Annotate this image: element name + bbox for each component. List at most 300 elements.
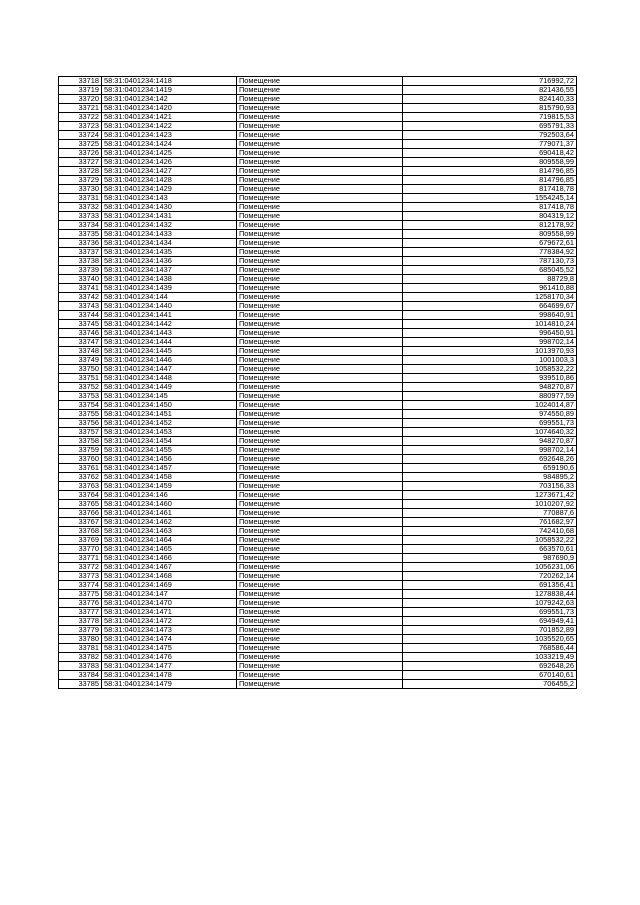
row-number-cell: 33742	[59, 293, 102, 302]
table-row	[59, 626, 577, 635]
row-number-cell: 33724	[59, 131, 102, 140]
object-type-cell: Помещение	[237, 527, 403, 536]
cadastral-value-cell: 761682,97	[403, 518, 577, 527]
cadastral-value-cell: 948270,87	[403, 437, 577, 446]
row-number-cell: 33731	[59, 194, 102, 203]
object-type-cell: Помещение	[237, 590, 403, 599]
row-number-cell: 33774	[59, 581, 102, 590]
cadastral-number-cell: 58:31:0401234:1479	[102, 680, 237, 689]
table-row	[59, 239, 577, 248]
object-type-cell: Помещение	[237, 257, 403, 266]
object-type-cell: Помещение	[237, 653, 403, 662]
cadastral-value-cell: 815790,93	[403, 104, 577, 113]
table-row	[59, 230, 577, 239]
object-type-cell: Помещение	[237, 599, 403, 608]
cadastral-number-cell: 58:31:0401234:1420	[102, 104, 237, 113]
row-number-cell: 33728	[59, 167, 102, 176]
object-type-cell: Помещение	[237, 320, 403, 329]
row-number-cell: 33730	[59, 185, 102, 194]
object-type-cell: Помещение	[237, 401, 403, 410]
object-type-cell: Помещение	[237, 113, 403, 122]
object-type-cell: Помещение	[237, 77, 403, 86]
cadastral-value-cell: 1010207,92	[403, 500, 577, 509]
table-row	[59, 95, 577, 104]
object-type-cell: Помещение	[237, 176, 403, 185]
row-number-cell: 33738	[59, 257, 102, 266]
cadastral-value-cell: 694949,41	[403, 617, 577, 626]
row-number-cell: 33746	[59, 329, 102, 338]
object-type-cell: Помещение	[237, 572, 403, 581]
row-number-cell: 33779	[59, 626, 102, 635]
row-number-cell: 33753	[59, 392, 102, 401]
table-row	[59, 653, 577, 662]
cadastral-value-cell: 1014810,24	[403, 320, 577, 329]
object-type-cell: Помещение	[237, 518, 403, 527]
object-type-cell: Помещение	[237, 536, 403, 545]
object-type-cell: Помещение	[237, 464, 403, 473]
cadastral-value-cell: 974550,89	[403, 410, 577, 419]
cadastral-number-cell: 58:31:0401234:142	[102, 95, 237, 104]
cadastral-number-cell: 58:31:0401234:1438	[102, 275, 237, 284]
cadastral-number-cell: 58:31:0401234:1469	[102, 581, 237, 590]
object-type-cell: Помещение	[237, 383, 403, 392]
object-type-cell: Помещение	[237, 239, 403, 248]
row-number-cell: 33782	[59, 653, 102, 662]
table-row	[59, 248, 577, 257]
table-row	[59, 302, 577, 311]
cadastral-value-cell: 695791,33	[403, 122, 577, 131]
object-type-cell: Помещение	[237, 428, 403, 437]
object-type-cell: Помещение	[237, 491, 403, 500]
object-type-cell: Помещение	[237, 473, 403, 482]
row-number-cell: 33718	[59, 77, 102, 86]
object-type-cell: Помещение	[237, 545, 403, 554]
cadastral-number-cell: 58:31:0401234:1471	[102, 608, 237, 617]
cadastral-value-cell: 1033219,49	[403, 653, 577, 662]
object-type-cell: Помещение	[237, 563, 403, 572]
table-row	[59, 410, 577, 419]
table-row	[59, 104, 577, 113]
table-row	[59, 419, 577, 428]
cadastral-number-cell: 58:31:0401234:1427	[102, 167, 237, 176]
cadastral-number-cell: 58:31:0401234:1445	[102, 347, 237, 356]
object-type-cell: Помещение	[237, 212, 403, 221]
cadastral-number-cell: 58:31:0401234:1458	[102, 473, 237, 482]
cadastral-number-cell: 58:31:0401234:1423	[102, 131, 237, 140]
cadastral-value-cell: 817418,78	[403, 185, 577, 194]
table-row	[59, 113, 577, 122]
object-type-cell: Помещение	[237, 356, 403, 365]
row-number-cell: 33751	[59, 374, 102, 383]
cadastral-value-cell: 998640,91	[403, 311, 577, 320]
cadastral-number-cell: 58:31:0401234:1467	[102, 563, 237, 572]
cadastral-number-cell: 58:31:0401234:1431	[102, 212, 237, 221]
table-row	[59, 383, 577, 392]
table-row	[59, 140, 577, 149]
row-number-cell: 33771	[59, 554, 102, 563]
cadastral-number-cell: 58:31:0401234:1434	[102, 239, 237, 248]
table-row	[59, 266, 577, 275]
cadastral-value-cell: 998702,14	[403, 446, 577, 455]
row-number-cell: 33745	[59, 320, 102, 329]
cadastral-number-cell: 58:31:0401234:1451	[102, 410, 237, 419]
row-number-cell: 33757	[59, 428, 102, 437]
cadastral-number-cell: 58:31:0401234:1452	[102, 419, 237, 428]
row-number-cell: 33781	[59, 644, 102, 653]
object-type-cell: Помещение	[237, 95, 403, 104]
cadastral-value-cell: 699551,73	[403, 419, 577, 428]
row-number-cell: 33780	[59, 635, 102, 644]
table-row	[59, 500, 577, 509]
object-type-cell: Помещение	[237, 248, 403, 257]
table-row	[59, 545, 577, 554]
cadastral-number-cell: 58:31:0401234:1428	[102, 176, 237, 185]
cadastral-number-cell: 58:31:0401234:1450	[102, 401, 237, 410]
cadastral-value-cell: 809558,99	[403, 158, 577, 167]
row-number-cell: 33727	[59, 158, 102, 167]
row-number-cell: 33739	[59, 266, 102, 275]
cadastral-value-cell: 1058532,22	[403, 536, 577, 545]
table-row	[59, 158, 577, 167]
table-row	[59, 509, 577, 518]
cadastral-number-cell: 58:31:0401234:1443	[102, 329, 237, 338]
cadastral-value-cell: 948270,87	[403, 383, 577, 392]
row-number-cell: 33761	[59, 464, 102, 473]
cadastral-value-cell: 792503,64	[403, 131, 577, 140]
cadastral-number-cell: 58:31:0401234:1464	[102, 536, 237, 545]
object-type-cell: Помещение	[237, 410, 403, 419]
row-number-cell: 33770	[59, 545, 102, 554]
cadastral-value-cell: 1035520,65	[403, 635, 577, 644]
row-number-cell: 33741	[59, 284, 102, 293]
object-type-cell: Помещение	[237, 131, 403, 140]
object-type-cell: Помещение	[237, 365, 403, 374]
object-type-cell: Помещение	[237, 104, 403, 113]
table-row	[59, 131, 577, 140]
object-type-cell: Помещение	[237, 185, 403, 194]
cadastral-number-cell: 58:31:0401234:1453	[102, 428, 237, 437]
table-row	[59, 437, 577, 446]
cadastral-value-cell: 961410,88	[403, 284, 577, 293]
cadastral-value-cell: 685045,52	[403, 266, 577, 275]
cadastral-number-cell: 58:31:0401234:1476	[102, 653, 237, 662]
cadastral-number-cell: 58:31:0401234:1446	[102, 356, 237, 365]
cadastral-number-cell: 58:31:0401234:1422	[102, 122, 237, 131]
cadastral-value-cell: 1001003,3	[403, 356, 577, 365]
cadastral-value-cell: 814796,85	[403, 176, 577, 185]
table-row	[59, 320, 577, 329]
row-number-cell: 33776	[59, 599, 102, 608]
cadastral-value-cell: 690418,42	[403, 149, 577, 158]
cadastral-number-cell: 58:31:0401234:1442	[102, 320, 237, 329]
cadastral-number-cell: 58:31:0401234:1459	[102, 482, 237, 491]
object-type-cell: Помещение	[237, 662, 403, 671]
table-row	[59, 257, 577, 266]
cadastral-number-cell: 58:31:0401234:1460	[102, 500, 237, 509]
cadastral-number-cell: 58:31:0401234:1462	[102, 518, 237, 527]
cadastral-number-cell: 58:31:0401234:1418	[102, 77, 237, 86]
cadastral-number-cell: 58:31:0401234:1463	[102, 527, 237, 536]
cadastral-number-cell: 58:31:0401234:1429	[102, 185, 237, 194]
cadastral-number-cell: 58:31:0401234:1475	[102, 644, 237, 653]
row-number-cell: 33778	[59, 617, 102, 626]
row-number-cell: 33764	[59, 491, 102, 500]
cadastral-value-cell: 821436,55	[403, 86, 577, 95]
row-number-cell: 33755	[59, 410, 102, 419]
object-type-cell: Помещение	[237, 554, 403, 563]
cadastral-value-cell: 691356,41	[403, 581, 577, 590]
row-number-cell: 33772	[59, 563, 102, 572]
table-row	[59, 518, 577, 527]
cadastral-number-cell: 58:31:0401234:1447	[102, 365, 237, 374]
cadastral-number-cell: 58:31:0401234:1473	[102, 626, 237, 635]
row-number-cell: 33722	[59, 113, 102, 122]
table-row	[59, 644, 577, 653]
table-row	[59, 446, 577, 455]
table-row	[59, 680, 577, 689]
table-row	[59, 293, 577, 302]
cadastral-number-cell: 58:31:0401234:1419	[102, 86, 237, 95]
cadastral-number-cell: 58:31:0401234:143	[102, 194, 237, 203]
cadastral-number-cell: 58:31:0401234:1454	[102, 437, 237, 446]
object-type-cell: Помещение	[237, 275, 403, 284]
row-number-cell: 33735	[59, 230, 102, 239]
object-type-cell: Помещение	[237, 266, 403, 275]
object-type-cell: Помещение	[237, 644, 403, 653]
object-type-cell: Помещение	[237, 455, 403, 464]
row-number-cell: 33720	[59, 95, 102, 104]
cadastral-number-cell: 58:31:0401234:146	[102, 491, 237, 500]
table-row	[59, 428, 577, 437]
table-row	[59, 86, 577, 95]
table-row	[59, 581, 577, 590]
cadastral-number-cell: 58:31:0401234:1466	[102, 554, 237, 563]
cadastral-value-cell: 1278838,44	[403, 590, 577, 599]
row-number-cell: 33783	[59, 662, 102, 671]
row-number-cell: 33763	[59, 482, 102, 491]
cadastral-number-cell: 58:31:0401234:1444	[102, 338, 237, 347]
table-row	[59, 347, 577, 356]
row-number-cell: 33752	[59, 383, 102, 392]
cadastral-number-cell: 58:31:0401234:145	[102, 392, 237, 401]
cadastral-value-cell: 659190,6	[403, 464, 577, 473]
table-row	[59, 401, 577, 410]
cadastral-value-cell: 987690,9	[403, 554, 577, 563]
cadastral-number-cell: 58:31:0401234:1477	[102, 662, 237, 671]
row-number-cell: 33759	[59, 446, 102, 455]
cadastral-value-cell: 742410,68	[403, 527, 577, 536]
table-row	[59, 608, 577, 617]
table-row	[59, 392, 577, 401]
cadastral-value-cell: 679672,61	[403, 239, 577, 248]
row-number-cell: 33747	[59, 338, 102, 347]
cadastral-value-cell: 787130,73	[403, 257, 577, 266]
cadastral-value-table	[58, 76, 577, 689]
object-type-cell: Помещение	[237, 374, 403, 383]
cadastral-number-cell: 58:31:0401234:1457	[102, 464, 237, 473]
object-type-cell: Помещение	[237, 482, 403, 491]
cadastral-value-cell: 719815,53	[403, 113, 577, 122]
cadastral-value-cell: 703156,33	[403, 482, 577, 491]
row-number-cell: 33762	[59, 473, 102, 482]
table-row	[59, 203, 577, 212]
row-number-cell: 33768	[59, 527, 102, 536]
cadastral-value-cell: 812178,92	[403, 221, 577, 230]
object-type-cell: Помещение	[237, 446, 403, 455]
table-row	[59, 617, 577, 626]
table-row	[59, 284, 577, 293]
row-number-cell: 33758	[59, 437, 102, 446]
cadastral-number-cell: 58:31:0401234:144	[102, 293, 237, 302]
object-type-cell: Помещение	[237, 347, 403, 356]
row-number-cell: 33744	[59, 311, 102, 320]
object-type-cell: Помещение	[237, 680, 403, 689]
table-row	[59, 212, 577, 221]
row-number-cell: 33756	[59, 419, 102, 428]
cadastral-number-cell: 58:31:0401234:1432	[102, 221, 237, 230]
cadastral-value-cell: 804319,12	[403, 212, 577, 221]
table-row	[59, 185, 577, 194]
row-number-cell: 33732	[59, 203, 102, 212]
object-type-cell: Помещение	[237, 167, 403, 176]
table-row	[59, 491, 577, 500]
object-type-cell: Помещение	[237, 284, 403, 293]
table-row	[59, 590, 577, 599]
cadastral-number-cell: 58:31:0401234:1436	[102, 257, 237, 266]
cadastral-number-cell: 58:31:0401234:1449	[102, 383, 237, 392]
row-number-cell: 33723	[59, 122, 102, 131]
object-type-cell: Помещение	[237, 158, 403, 167]
row-number-cell: 33740	[59, 275, 102, 284]
table-row	[59, 662, 577, 671]
cadastral-value-cell: 699551,73	[403, 608, 577, 617]
table-row	[59, 599, 577, 608]
cadastral-number-cell: 58:31:0401234:1478	[102, 671, 237, 680]
object-type-cell: Помещение	[237, 140, 403, 149]
row-number-cell: 33736	[59, 239, 102, 248]
cadastral-value-cell: 996450,91	[403, 329, 577, 338]
object-type-cell: Помещение	[237, 203, 403, 212]
object-type-cell: Помещение	[237, 86, 403, 95]
row-number-cell: 33729	[59, 176, 102, 185]
table-row	[59, 149, 577, 158]
cadastral-value-cell: 824140,33	[403, 95, 577, 104]
table-body	[59, 77, 577, 689]
row-number-cell: 33767	[59, 518, 102, 527]
object-type-cell: Помещение	[237, 419, 403, 428]
cadastral-value-cell: 778384,92	[403, 248, 577, 257]
cadastral-number-cell: 58:31:0401234:1455	[102, 446, 237, 455]
cadastral-value-cell: 716992,72	[403, 77, 577, 86]
row-number-cell: 33785	[59, 680, 102, 689]
cadastral-value-cell: 663570,61	[403, 545, 577, 554]
cadastral-value-cell: 706455,2	[403, 680, 577, 689]
cadastral-value-cell: 814796,85	[403, 167, 577, 176]
cadastral-value-cell: 880977,59	[403, 392, 577, 401]
cadastral-value-cell: 1024014,87	[403, 401, 577, 410]
table-row	[59, 311, 577, 320]
row-number-cell: 33734	[59, 221, 102, 230]
cadastral-number-cell: 58:31:0401234:1440	[102, 302, 237, 311]
table-row	[59, 572, 577, 581]
object-type-cell: Помещение	[237, 608, 403, 617]
cadastral-number-cell: 58:31:0401234:1425	[102, 149, 237, 158]
row-number-cell: 33743	[59, 302, 102, 311]
object-type-cell: Помещение	[237, 617, 403, 626]
cadastral-number-cell: 58:31:0401234:1424	[102, 140, 237, 149]
table-row	[59, 374, 577, 383]
cadastral-number-cell: 58:31:0401234:1448	[102, 374, 237, 383]
cadastral-value-cell: 1013970,93	[403, 347, 577, 356]
table-row	[59, 167, 577, 176]
cadastral-value-cell: 1079242,63	[403, 599, 577, 608]
table-row	[59, 563, 577, 572]
table-row	[59, 464, 577, 473]
object-type-cell: Помещение	[237, 329, 403, 338]
cadastral-value-cell: 817418,78	[403, 203, 577, 212]
table-row	[59, 536, 577, 545]
row-number-cell: 33775	[59, 590, 102, 599]
row-number-cell: 33749	[59, 356, 102, 365]
cadastral-number-cell: 58:31:0401234:1468	[102, 572, 237, 581]
object-type-cell: Помещение	[237, 500, 403, 509]
row-number-cell: 33748	[59, 347, 102, 356]
row-number-cell: 33760	[59, 455, 102, 464]
cadastral-value-cell: 998702,14	[403, 338, 577, 347]
cadastral-value-cell: 692648,26	[403, 455, 577, 464]
cadastral-value-cell: 664699,67	[403, 302, 577, 311]
cadastral-value-cell: 1074640,32	[403, 428, 577, 437]
table-row	[59, 635, 577, 644]
table-row	[59, 122, 577, 131]
row-number-cell: 33733	[59, 212, 102, 221]
cadastral-value-cell: 1258170,34	[403, 293, 577, 302]
cadastral-number-cell: 58:31:0401234:1430	[102, 203, 237, 212]
object-type-cell: Помещение	[237, 392, 403, 401]
cadastral-number-cell: 58:31:0401234:1441	[102, 311, 237, 320]
cadastral-number-cell: 58:31:0401234:1465	[102, 545, 237, 554]
cadastral-value-cell: 1273671,42	[403, 491, 577, 500]
object-type-cell: Помещение	[237, 338, 403, 347]
cadastral-number-cell: 58:31:0401234:1426	[102, 158, 237, 167]
cadastral-value-cell: 779071,37	[403, 140, 577, 149]
cadastral-value-cell: 984895,2	[403, 473, 577, 482]
object-type-cell: Помещение	[237, 149, 403, 158]
table-row	[59, 554, 577, 563]
cadastral-number-cell: 58:31:0401234:1433	[102, 230, 237, 239]
cadastral-number-cell: 58:31:0401234:1439	[102, 284, 237, 293]
row-number-cell: 33777	[59, 608, 102, 617]
cadastral-number-cell: 58:31:0401234:1470	[102, 599, 237, 608]
cadastral-value-cell: 939510,86	[403, 374, 577, 383]
cadastral-number-cell: 58:31:0401234:1435	[102, 248, 237, 257]
row-number-cell: 33769	[59, 536, 102, 545]
cadastral-value-cell: 770887,6	[403, 509, 577, 518]
object-type-cell: Помещение	[237, 671, 403, 680]
cadastral-value-cell: 88729,8	[403, 275, 577, 284]
object-type-cell: Помещение	[237, 293, 403, 302]
cadastral-value-cell: 1056231,06	[403, 563, 577, 572]
object-type-cell: Помещение	[237, 626, 403, 635]
row-number-cell: 33784	[59, 671, 102, 680]
table-row	[59, 329, 577, 338]
row-number-cell: 33766	[59, 509, 102, 518]
row-number-cell: 33725	[59, 140, 102, 149]
table-row	[59, 275, 577, 284]
cadastral-number-cell: 58:31:0401234:147	[102, 590, 237, 599]
cadastral-value-cell: 809558,99	[403, 230, 577, 239]
cadastral-number-cell: 58:31:0401234:1474	[102, 635, 237, 644]
